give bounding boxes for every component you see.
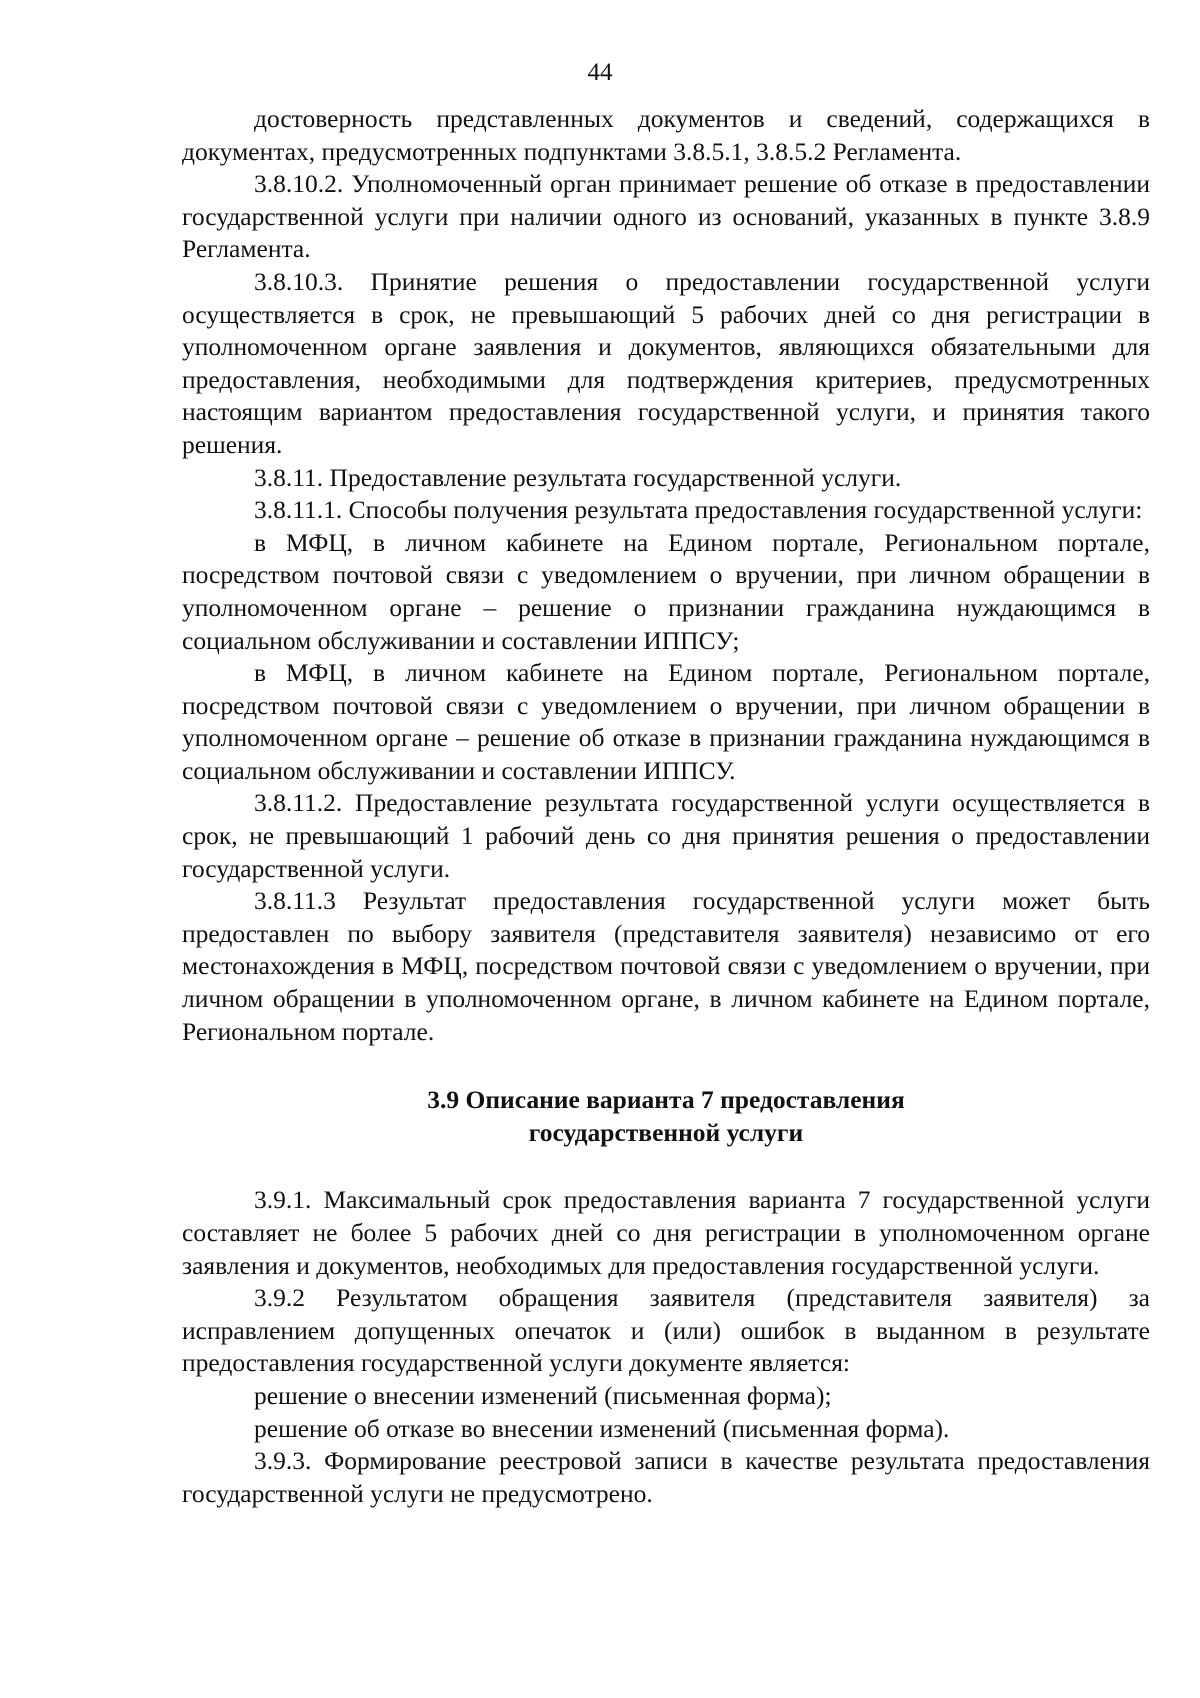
document-body xyxy=(182,103,1150,1510)
section-heading-line-2: государственной услуги xyxy=(528,1117,804,1147)
paragraph-result-change-refusal: решение об отказе во внесении изменений (письменная форма). xyxy=(254,1413,950,1443)
section-heading xyxy=(182,1084,1150,1149)
paragraph-3-8-11-3: 3.8.11.3 Результат предоставления государственной услуги может быть предоставлен по выбору заявителя (представителя заявителя) независимо от его местонахождения в МФЦ, посредством почтовой связи с уведомлением о вручении, при личном обращении в уполномоченном органе, в личном кабинете на Едином портале, Региональном портале. xyxy=(182,886,1150,1046)
paragraph-3-8-11-1: 3.8.11.1. Способы получения результата предоставления государственной услуги: xyxy=(254,495,1143,525)
paragraph-3-8-11-2: 3.8.11.2. Предоставление результата государственной услуги осуществляется в срок, не превышающий 1 рабочий день со дня принятия решения о предоставлении государственной услуги. xyxy=(182,788,1150,883)
paragraph-result-change: решение о внесении изменений (письменная форма); xyxy=(254,1380,832,1410)
paragraph-3-9-3: 3.9.3. Формирование реестровой записи в качестве результата предоставления государственной услуги не предусмотрено. xyxy=(182,1446,1150,1508)
paragraph-continuation: достоверность представленных документов и сведений, содержащихся в документах, предусмотренных подпунктами 3.8.5.1, 3.8.5.2 Регламента. xyxy=(182,104,1150,166)
paragraph-3-9-1: 3.9.1. Максимальный срок предоставления варианта 7 государственной услуги составляет не более 5 рабочих дней со дня регистрации в уполномоченном органе заявления и документов, необходимых для предоставления государственной услуги. xyxy=(182,1185,1150,1280)
paragraph-3-9-2: 3.9.2 Результатом обращения заявителя (представителя заявителя) за исправлением допущенных опечаток и (или) ошибок в выданном в результате предоставления государственной услуги документе является: xyxy=(182,1283,1150,1378)
section-heading-line-1: 3.9 Описание варианта 7 предоставления xyxy=(427,1085,905,1115)
paragraph-3-8-10-3: 3.8.10.3. Принятие решения о предоставлении государственной услуги осуществляется в срок, не превышающий 5 рабочих дней со дня регистрации в уполномоченном органе заявления и документов, являющихся обязательными для предоставления, необходимыми для подтверждения критериев, предусмотренных настоящим вариантом предоставления государственной услуги, и принятия такого решения. xyxy=(182,266,1150,459)
page-number: 44 xyxy=(587,59,613,86)
paragraph-result-refusal: в МФЦ, в личном кабинете на Едином портале, Региональном портале, посредством почтовой связи с уведомлением о вручении, при личном обращении в уполномоченном органе – решение об отказе в признании гражданина нуждающимся в социальном обслуживании и составлении ИППСУ. xyxy=(182,658,1150,785)
paragraph-3-8-10-2: 3.8.10.2. Уполномоченный орган принимает решение об отказе в предоставлении государственной услуги при наличии одного из оснований, указанных в пункте 3.8.9 Регламента. xyxy=(182,169,1150,264)
paragraph-result-approval: в МФЦ, в личном кабинете на Едином портале, Региональном портале, посредством почтовой связи с уведомлением о вручении, при личном обращении в уполномоченном органе – решение о признании гражданина нуждающимся в социальном обслуживании и составлении ИППСУ; xyxy=(182,527,1150,655)
paragraph-3-8-11: 3.8.11. Предоставление результата государственной услуги. xyxy=(254,462,902,492)
